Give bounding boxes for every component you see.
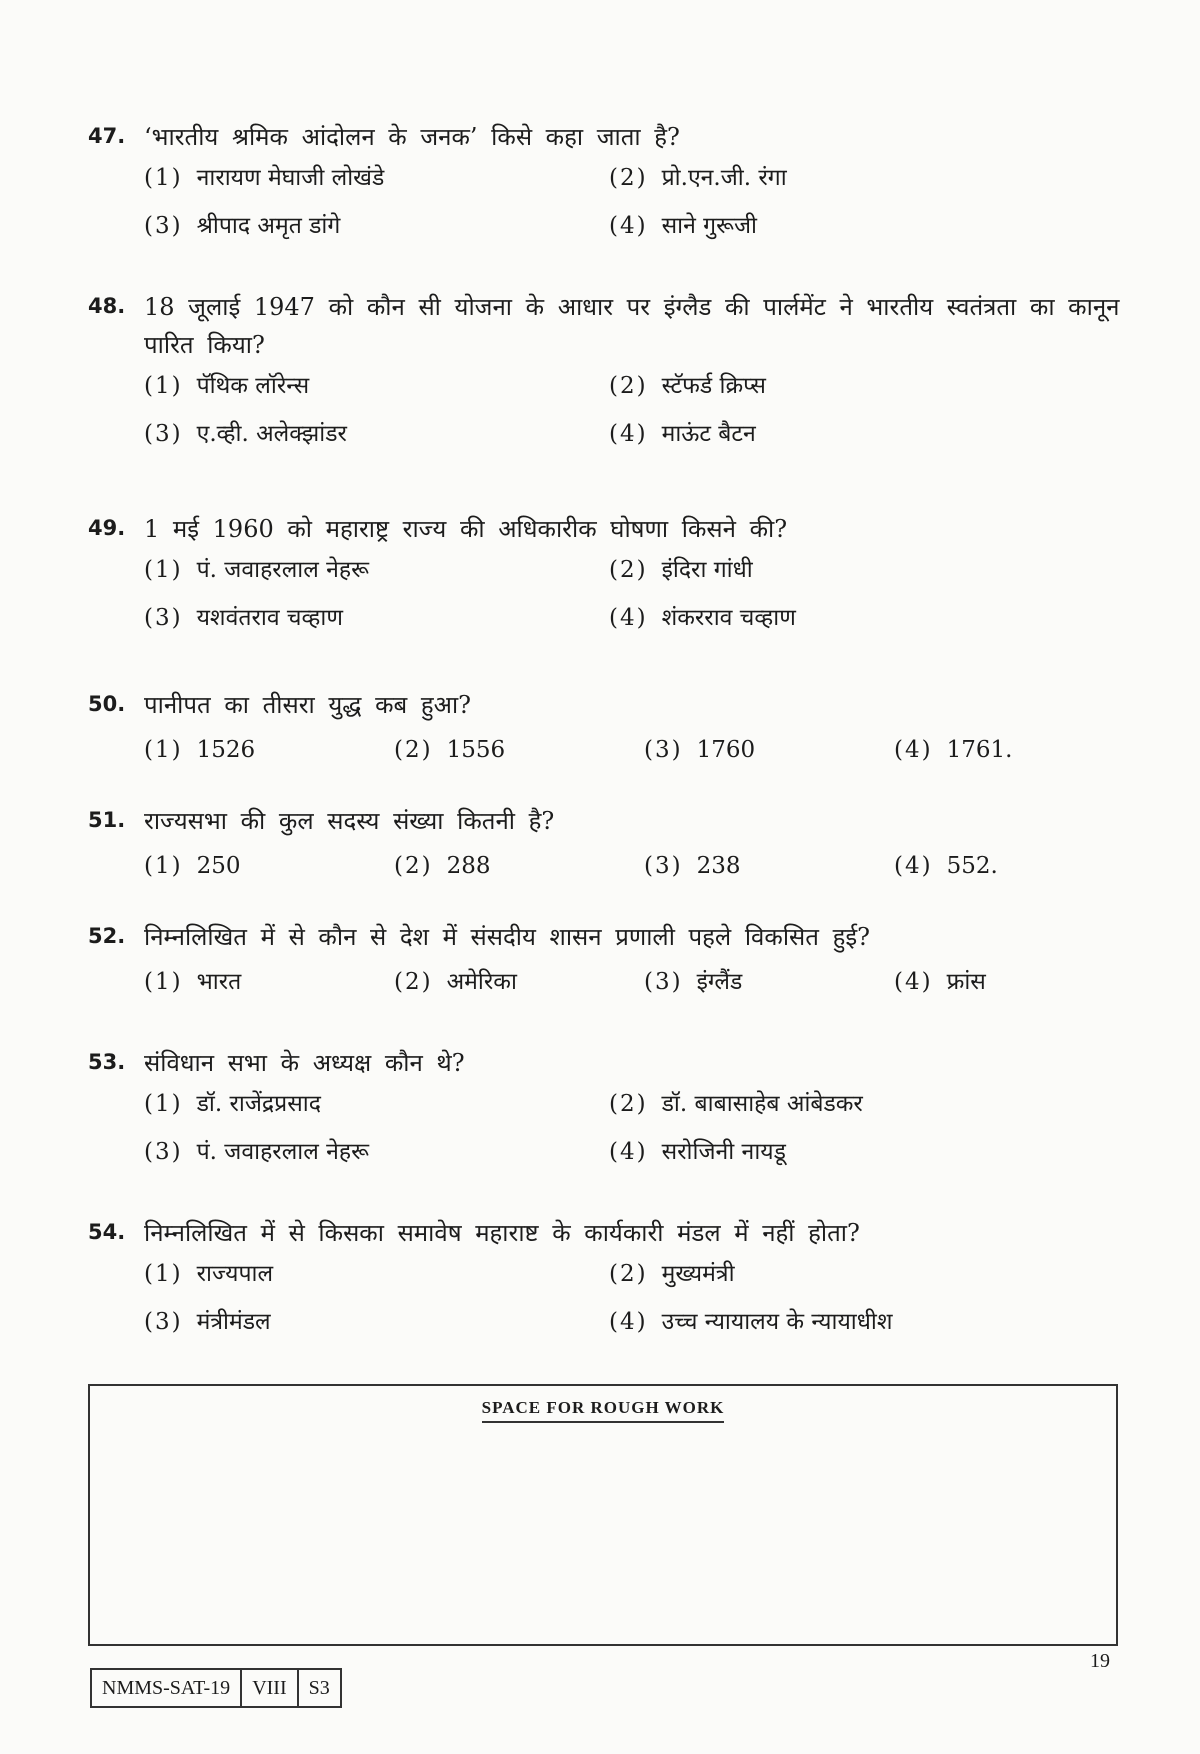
option-4: (4) माऊंट बैटन <box>609 421 756 447</box>
question-text: निम्नलिखित में से कौन से देश में संसदीय शासन प्रणाली पहले विकसित हुई? <box>144 923 870 951</box>
option-4: (4) 552. <box>894 853 998 879</box>
question-51 <box>88 802 1128 882</box>
option-1: (1) नारायण मेघाजी लोखंडे <box>144 165 385 191</box>
question-50 <box>88 686 1128 766</box>
question-text: पानीपत का तीसरा युद्ध कब हुआ? <box>144 691 472 719</box>
question-52 <box>88 918 1128 998</box>
paper-code-box <box>90 1668 342 1708</box>
question-number: 48. <box>88 294 126 318</box>
option-1: (1) 250 <box>144 853 241 879</box>
question-53 <box>88 1044 1128 1168</box>
option-2: (2) मुख्यमंत्री <box>609 1261 735 1287</box>
option-1: (1) पॅथिक लॉरेन्स <box>144 373 310 399</box>
option-2: (2) 1556 <box>394 737 506 763</box>
option-2: (2) प्रो.एन.जी. रंगा <box>609 165 787 191</box>
question-48 <box>88 288 1128 450</box>
option-3: (3) 1760 <box>644 737 756 763</box>
option-1: (1) 1526 <box>144 737 256 763</box>
question-49 <box>88 510 1128 634</box>
set-code: S3 <box>308 1677 330 1699</box>
option-3: (3) ए.व्ही. अलेक्झांडर <box>144 421 347 447</box>
rough-work-title: SPACE FOR ROUGH WORK <box>482 1398 725 1423</box>
option-3: (3) 238 <box>644 853 741 879</box>
option-3: (3) मंत्रीमंडल <box>144 1309 271 1335</box>
option-2: (2) अमेरिका <box>394 969 517 995</box>
option-2: (2) 288 <box>394 853 491 879</box>
question-number: 50. <box>88 692 126 716</box>
question-text: 18 जूलाई 1947 को कौन सी योजना के आधार पर इंग्लैड की पार्लमेंट ने भारतीय स्वतंत्रता का कानून पारित किया? <box>144 293 1120 359</box>
question-number: 54. <box>88 1220 126 1244</box>
question-54 <box>88 1214 1128 1338</box>
rough-work-box <box>88 1384 1118 1646</box>
option-4: (4) 1761. <box>894 737 1013 763</box>
option-1: (1) पं. जवाहरलाल नेहरू <box>144 557 370 583</box>
option-2: (2) डॉ. बाबासाहेब आंबेडकर <box>609 1091 863 1117</box>
option-1: (1) डॉ. राजेंद्रप्रसाद <box>144 1091 321 1117</box>
option-2: (2) स्टॅफर्ड क्रिप्स <box>609 373 766 399</box>
question-number: 51. <box>88 808 126 832</box>
question-text: राज्यसभा की कुल सदस्य संख्या कितनी है? <box>144 807 555 835</box>
option-4: (4) सरोजिनी नायडू <box>609 1139 786 1165</box>
option-4: (4) फ्रांस <box>894 969 986 995</box>
page-number: 19 <box>1090 1650 1110 1672</box>
option-3: (3) पं. जवाहरलाल नेहरू <box>144 1139 370 1165</box>
question-text: निम्नलिखित में से किसका समावेष महाराष्ट के कार्यकारी मंडल में नहीं होता? <box>144 1219 860 1247</box>
option-1: (1) राज्यपाल <box>144 1261 274 1287</box>
option-3: (3) इंग्लैंड <box>644 969 743 995</box>
question-number: 47. <box>88 124 126 148</box>
option-3: (3) श्रीपाद अमृत डांगे <box>144 213 341 239</box>
question-number: 53. <box>88 1050 126 1074</box>
question-text: 1 मई 1960 को महाराष्ट्र राज्य की अधिकारीक घोषणा किसने की? <box>144 515 788 543</box>
option-1: (1) भारत <box>144 969 242 995</box>
standard-code: VIII <box>242 1670 298 1706</box>
paper-code: NMMS-SAT-19 <box>92 1670 242 1706</box>
option-2: (2) इंदिरा गांधी <box>609 557 753 583</box>
question-text: ‘भारतीय श्रमिक आंदोलन के जनक’ किसे कहा जाता है? <box>144 123 680 151</box>
option-4: (4) शंकरराव चव्हाण <box>609 605 796 631</box>
question-47 <box>88 118 1128 242</box>
question-number: 52. <box>88 924 126 948</box>
question-text: संविधान सभा के अध्यक्ष कौन थे? <box>144 1049 465 1077</box>
option-4: (4) साने गुरूजी <box>609 213 758 239</box>
question-number: 49. <box>88 516 126 540</box>
option-3: (3) यशवंतराव चव्हाण <box>144 605 343 631</box>
option-4: (4) उच्च न्यायालय के न्यायाधीश <box>609 1309 893 1335</box>
